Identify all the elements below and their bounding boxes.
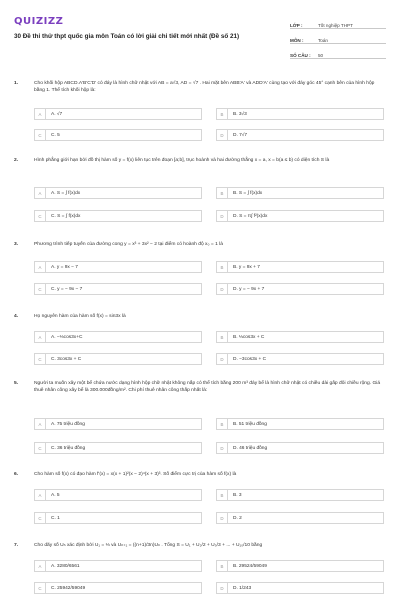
option-a[interactable] (34, 261, 202, 273)
option-b[interactable] (216, 108, 384, 120)
option-text: B. y = 9x + 7 (233, 264, 260, 270)
option-d[interactable] (216, 512, 384, 524)
option-letter: B (217, 490, 228, 500)
option-letter: B (217, 419, 228, 429)
option-text: D. S = π∫ f²(x)dx (233, 213, 268, 219)
option-text: D. 2 (233, 515, 242, 521)
option-letter: A (35, 419, 46, 429)
question-number: 3. (14, 242, 19, 247)
option-letter: D (217, 583, 228, 593)
option-text: C. 36 triệu đồng (51, 445, 86, 451)
option-b[interactable] (216, 489, 384, 501)
option-letter: A (35, 109, 46, 119)
meta-row-count (290, 44, 386, 59)
option-text: B. 3√3 (233, 111, 247, 117)
option-letter: D (217, 130, 228, 140)
meta-row-class (290, 14, 386, 29)
option-text: B. 3 (233, 492, 242, 498)
option-b[interactable] (216, 560, 384, 572)
option-text: D. 46 triệu đồng (233, 445, 268, 451)
question-text: Phương trình tiếp tuyến của đường cong y = x³ + 3x² − 2 tại điểm có hoành độ x₀ = 1 là (34, 242, 223, 247)
option-text: B. S = ∫ f(x)dx (233, 190, 263, 196)
option-b[interactable] (216, 418, 384, 430)
question-text: Người ta muốn xây một bể chứa nước dạng hình hộp chữ nhật không nắp có thể tích bằng 200 m³ đáy bể là hình chữ nhật có chiều dài gấp đôi chiều rộng. Giá thuê nhân công xây bể là 300.000đồng/m². Chi phí thuê nhân công thấp nhất là: (34, 381, 381, 393)
meta-label: MÔN : (290, 38, 304, 43)
option-c[interactable] (34, 353, 202, 365)
question-text: Cho dãy số Uₙ xác định bởi U₁ = ⅓ và Uₙ₊₁ = ((n+1)/3n)Uₙ . Tổng S = U₁ + U₂/2 + U₃/3 + ... + U₁₀/10 bằng (34, 543, 263, 548)
option-letter: C (35, 284, 46, 294)
option-a[interactable] (34, 418, 202, 430)
meta-table (290, 14, 386, 59)
option-text: C. 5 (51, 132, 60, 138)
option-letter: A (35, 262, 46, 272)
option-letter: B (217, 109, 228, 119)
option-letter: C (35, 130, 46, 140)
option-letter: A (35, 188, 46, 198)
option-text: C. 1 (51, 515, 60, 521)
option-c[interactable] (34, 582, 202, 594)
option-a[interactable] (34, 489, 202, 501)
option-text: C. y = − 9x − 7 (51, 286, 83, 292)
option-d[interactable] (216, 283, 384, 295)
option-text: C. S = ∫ f(x)dx (51, 213, 81, 219)
option-letter: B (217, 332, 228, 342)
meta-value: Toán (318, 38, 328, 43)
question-text: Hình phẳng giới hạn bởi đồ thị hàm số y = f(x) liên tục trên đoạn [a;b], trục hoành và hai đường thẳng x = a, x = b(a ≤ b) có diện tích S là (34, 158, 330, 163)
option-c[interactable] (34, 512, 202, 524)
option-c[interactable] (34, 283, 202, 295)
question-number: 6. (14, 472, 19, 477)
option-letter: D (217, 513, 228, 523)
option-text: A. √7 (51, 111, 63, 117)
option-letter: D (217, 443, 228, 453)
option-text: A. 3280/6561 (51, 563, 80, 569)
option-letter: C (35, 354, 46, 364)
option-letter: C (35, 211, 46, 221)
option-c[interactable] (34, 442, 202, 454)
option-b[interactable] (216, 331, 384, 343)
option-c[interactable] (34, 210, 202, 222)
option-text: D. 1/243 (233, 585, 252, 591)
option-letter: A (35, 561, 46, 571)
option-letter: C (35, 443, 46, 453)
option-text: C. 25942/59049 (51, 585, 86, 591)
option-letter: B (217, 188, 228, 198)
option-text: A. 5 (51, 492, 60, 498)
option-d[interactable] (216, 129, 384, 141)
option-text: D. 7√7 (233, 132, 248, 138)
option-a[interactable] (34, 560, 202, 572)
option-a[interactable] (34, 108, 202, 120)
option-text: A. S = ∫ f(x)dx (51, 190, 81, 196)
option-text: C. 3cos3x + C (51, 356, 82, 362)
page-title: 30 Đề thi thử thpt quốc gia môn Toán có lời giải chi tiết mới nhất (Đề số 21) (14, 33, 240, 40)
meta-label: LỚP : (290, 23, 303, 28)
option-d[interactable] (216, 582, 384, 594)
question-text: Cho khối hộp ABCD.A'B'C'D' có đáy là hình chữ nhật với AB = a√3, AD = √7 . Hai mặt bên ABB'A' và ADD'A' cùng tạo với đáy góc 45° cạnh bên của hình hộp bằng 1. Thể tích khối hộp là: (34, 81, 375, 93)
option-letter: B (217, 262, 228, 272)
option-a[interactable] (34, 187, 202, 199)
option-d[interactable] (216, 210, 384, 222)
question-number: 4. (14, 314, 19, 319)
question-number: 7. (14, 543, 19, 548)
meta-label: SỐ CÂU : (290, 53, 311, 58)
option-letter: C (35, 513, 46, 523)
option-letter: A (35, 332, 46, 342)
question-number: 5. (14, 381, 19, 386)
option-d[interactable] (216, 353, 384, 365)
option-text: A. y = 9x − 7 (51, 264, 78, 270)
option-text: B. ⅓cos3x + C (233, 334, 265, 340)
option-text: B. 51 triệu đồng (233, 421, 267, 427)
question-text: Họ nguyên hàm của hàm số f(x) = sin3x là (34, 314, 126, 319)
option-text: B. 29524/59049 (233, 563, 267, 569)
option-text: A. 75 triệu đồng (51, 421, 85, 427)
option-d[interactable] (216, 442, 384, 454)
meta-value: 50 (318, 53, 324, 58)
option-text: A. −⅓cos3x+C (51, 334, 83, 340)
option-letter: B (217, 561, 228, 571)
question-number: 2. (14, 158, 19, 163)
quizizz-logo: QUIZIZZ (14, 16, 64, 27)
option-text: D. y = − 9x + 7 (233, 286, 265, 292)
option-letter: D (217, 284, 228, 294)
question-text: Cho hàm số f(x) có đạo hàm f'(x) = x(x + 1)²(x − 2)⁴(x + 3)³. Số điểm cực trị của hàm số f(x) là (34, 472, 237, 477)
question-number: 1. (14, 81, 19, 86)
option-text: D. −3cos3x + C (233, 356, 267, 362)
option-letter: D (217, 211, 228, 221)
meta-row-subject (290, 29, 386, 44)
meta-value: Tốt nghiệp THPT (318, 23, 353, 28)
option-a[interactable] (34, 331, 202, 343)
option-letter: D (217, 354, 228, 364)
option-c[interactable] (34, 129, 202, 141)
option-letter: A (35, 490, 46, 500)
option-letter: C (35, 583, 46, 593)
option-b[interactable] (216, 187, 384, 199)
option-b[interactable] (216, 261, 384, 273)
